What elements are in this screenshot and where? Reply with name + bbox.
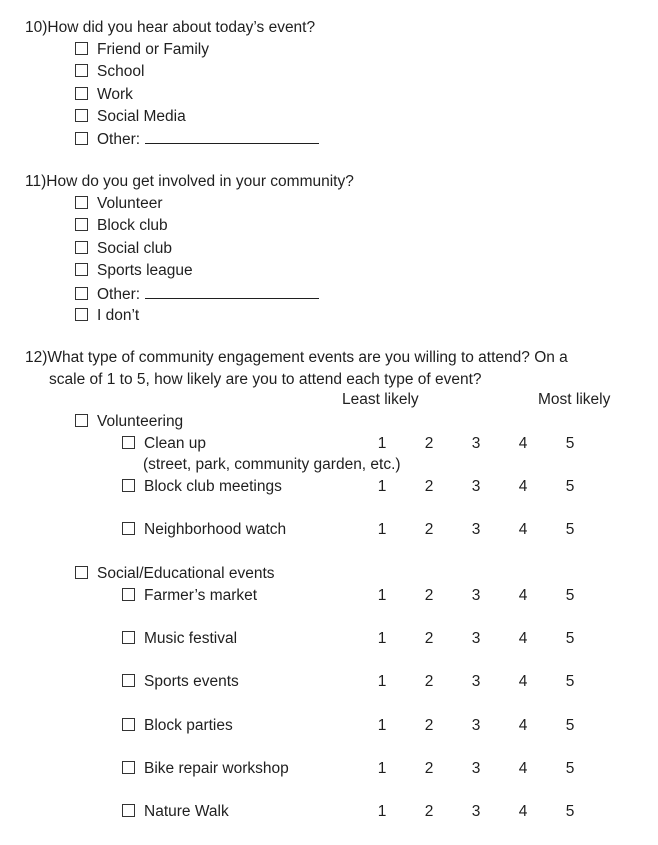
question-10-number: 10): [25, 19, 48, 36]
rating-option-1[interactable]: 1: [377, 435, 387, 452]
checkbox[interactable]: [75, 132, 88, 145]
checkbox[interactable]: [75, 263, 88, 276]
rating-option-4[interactable]: 4: [518, 760, 528, 777]
event-neighborhood-watch[interactable]: [122, 520, 286, 540]
option-label: Friend or Family: [97, 41, 209, 58]
rating-option-1[interactable]: 1: [377, 587, 387, 604]
rating-option-4[interactable]: 4: [518, 673, 528, 690]
q10-option-work[interactable]: [75, 85, 133, 105]
rating-option-4[interactable]: 4: [518, 587, 528, 604]
rating-option-3[interactable]: 3: [471, 630, 481, 647]
group-label: Social/Educational events: [97, 565, 275, 582]
event-label: Bike repair workshop: [144, 760, 289, 777]
checkbox[interactable]: [122, 674, 135, 687]
rating-option-3[interactable]: 3: [471, 478, 481, 495]
checkbox[interactable]: [75, 287, 88, 300]
event-music-festival[interactable]: [122, 629, 237, 649]
rating-option-1[interactable]: 1: [377, 521, 387, 538]
event-block-parties[interactable]: [122, 716, 233, 736]
event-label: Block club meetings: [144, 478, 282, 495]
checkbox[interactable]: [75, 218, 88, 231]
q10-option-friend-family[interactable]: [75, 40, 209, 60]
checkbox[interactable]: [122, 631, 135, 644]
q11-option-sports-league[interactable]: [75, 261, 193, 281]
checkbox[interactable]: [122, 479, 135, 492]
event-label: Farmer’s market: [144, 587, 258, 604]
rating-option-5[interactable]: 5: [565, 760, 575, 777]
event-label: Clean up: [144, 435, 207, 452]
group-volunteering[interactable]: [75, 412, 183, 432]
event-nature-walk[interactable]: [122, 802, 229, 822]
rating-option-5[interactable]: 5: [565, 803, 575, 820]
rating-option-5[interactable]: 5: [565, 521, 575, 538]
question-10: [25, 18, 315, 38]
rating-option-2[interactable]: 2: [424, 673, 434, 690]
rating-option-2[interactable]: 2: [424, 435, 434, 452]
rating-option-5[interactable]: 5: [565, 630, 575, 647]
checkbox[interactable]: [75, 196, 88, 209]
checkbox[interactable]: [122, 804, 135, 817]
checkbox[interactable]: [75, 109, 88, 122]
least-likely-label: Least likely: [342, 391, 419, 408]
rating-option-3[interactable]: 3: [471, 717, 481, 734]
question-10-text: How did you hear about today’s event?: [47, 19, 316, 36]
option-label: I don’t: [97, 307, 140, 324]
question-11-text: How do you get involved in your community?: [46, 173, 354, 190]
option-label: Other:: [97, 286, 141, 303]
question-12-line-1: What type of community engagement events are you willing to attend? On a: [47, 349, 568, 366]
rating-option-3[interactable]: 3: [471, 587, 481, 604]
rating-option-4[interactable]: 4: [518, 630, 528, 647]
rating-option-4[interactable]: 4: [518, 521, 528, 538]
rating-option-3[interactable]: 3: [471, 803, 481, 820]
question-11: [25, 172, 354, 192]
q10-option-other[interactable]: [75, 129, 319, 149]
q10-option-social-media[interactable]: [75, 107, 186, 127]
rating-option-5[interactable]: 5: [565, 717, 575, 734]
group-label: Volunteering: [97, 413, 184, 430]
event-label: Sports events: [144, 673, 239, 690]
q10-option-school[interactable]: [75, 62, 144, 82]
rating-option-5[interactable]: 5: [565, 435, 575, 452]
option-label: Social club: [97, 240, 172, 257]
checkbox[interactable]: [122, 522, 135, 535]
other-write-in-line[interactable]: [145, 284, 319, 299]
q11-option-i-dont[interactable]: [75, 306, 139, 326]
rating-option-1[interactable]: 1: [377, 803, 387, 820]
other-write-in-line[interactable]: [145, 129, 319, 144]
event-label: Block parties: [144, 717, 233, 734]
question-12-number: 12): [25, 349, 48, 366]
event-block-club-meetings[interactable]: [122, 477, 282, 497]
option-label: Other:: [97, 131, 141, 148]
event-clean-up-note: (street, park, community garden, etc.): [143, 456, 401, 473]
event-farmers-market[interactable]: [122, 586, 257, 606]
rating-option-2[interactable]: 2: [424, 587, 434, 604]
event-sports-events[interactable]: [122, 672, 239, 692]
rating-option-3[interactable]: 3: [471, 673, 481, 690]
checkbox[interactable]: [122, 436, 135, 449]
question-11-number: 11): [25, 173, 47, 190]
rating-option-1[interactable]: 1: [377, 673, 387, 690]
rating-option-1[interactable]: 1: [377, 630, 387, 647]
checkbox[interactable]: [122, 588, 135, 601]
option-label: Volunteer: [97, 195, 163, 212]
checkbox[interactable]: [75, 308, 88, 321]
q11-option-block-club[interactable]: [75, 216, 168, 236]
rating-option-2[interactable]: 2: [424, 521, 434, 538]
event-label: Nature Walk: [144, 803, 229, 820]
rating-option-1[interactable]: 1: [377, 760, 387, 777]
option-label: Social Media: [97, 108, 186, 125]
rating-option-3[interactable]: 3: [471, 760, 481, 777]
rating-option-2[interactable]: 2: [424, 717, 434, 734]
rating-option-1[interactable]: 1: [377, 478, 387, 495]
option-label: School: [97, 63, 145, 80]
checkbox[interactable]: [75, 64, 88, 77]
checkbox[interactable]: [75, 414, 88, 427]
rating-option-4[interactable]: 4: [518, 803, 528, 820]
rating-option-4[interactable]: 4: [518, 478, 528, 495]
event-bike-repair-workshop[interactable]: [122, 759, 289, 779]
question-12: [25, 348, 568, 368]
rating-option-4[interactable]: 4: [518, 435, 528, 452]
rating-option-2[interactable]: 2: [424, 478, 434, 495]
q11-option-volunteer[interactable]: [75, 194, 163, 214]
event-clean-up[interactable]: [122, 434, 206, 454]
rating-option-2[interactable]: 2: [424, 630, 434, 647]
rating-option-5[interactable]: 5: [565, 587, 575, 604]
rating-option-5[interactable]: 5: [565, 478, 575, 495]
option-label: Sports league: [97, 262, 193, 279]
rating-option-4[interactable]: 4: [518, 717, 528, 734]
question-12-line-2: scale of 1 to 5, how likely are you to attend each type of event?: [49, 371, 482, 388]
rating-option-5[interactable]: 5: [565, 673, 575, 690]
group-social-educational[interactable]: [75, 564, 275, 584]
event-label: Neighborhood watch: [144, 521, 287, 538]
checkbox[interactable]: [75, 241, 88, 254]
checkbox[interactable]: [75, 566, 88, 579]
rating-option-3[interactable]: 3: [471, 521, 481, 538]
rating-option-2[interactable]: 2: [424, 803, 434, 820]
option-label: Block club: [97, 217, 168, 234]
option-label: Work: [97, 86, 133, 103]
q11-option-other[interactable]: [75, 284, 319, 304]
checkbox[interactable]: [122, 761, 135, 774]
rating-option-3[interactable]: 3: [471, 435, 481, 452]
event-label: Music festival: [144, 630, 238, 647]
rating-option-1[interactable]: 1: [377, 717, 387, 734]
q11-option-social-club[interactable]: [75, 239, 172, 259]
checkbox[interactable]: [75, 87, 88, 100]
most-likely-label: Most likely: [538, 391, 611, 408]
checkbox[interactable]: [75, 42, 88, 55]
checkbox[interactable]: [122, 718, 135, 731]
rating-option-2[interactable]: 2: [424, 760, 434, 777]
